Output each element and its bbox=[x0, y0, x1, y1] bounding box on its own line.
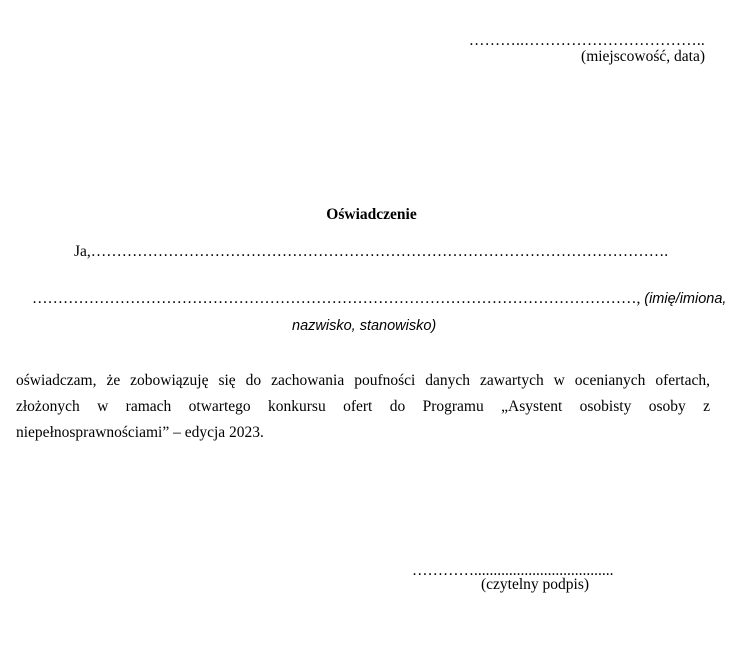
place-date-label: (miejscowość, data) bbox=[581, 48, 705, 65]
signature-dots: ………….................................... bbox=[412, 562, 614, 579]
declaration-body: oświadczam, że zobowiązuję się do zachowania poufności danych zawartych w ocenianych ofertach, złożonych w ramach otwartego konkursu ofert do Programu „Asystent osobisty osoby z niepełnosprawnościami” – edycja 2023. bbox=[16, 372, 710, 441]
place-date-dots: ………..…………………………….. bbox=[468, 32, 705, 49]
declarant-details-line bbox=[32, 290, 726, 308]
name-label-part2: nazwisko, stanowisko) bbox=[292, 318, 437, 334]
document-title: Oświadczenie bbox=[326, 206, 417, 223]
declarant-name-line: Ja,…………………………………………………………………………………………………. bbox=[74, 243, 669, 260]
signature-label: (czytelny podpis) bbox=[481, 576, 590, 593]
name-label-part1: (imię/imiona, bbox=[644, 291, 727, 307]
declarant-dots: ………………………………………………………………………………………………………, bbox=[32, 290, 641, 307]
